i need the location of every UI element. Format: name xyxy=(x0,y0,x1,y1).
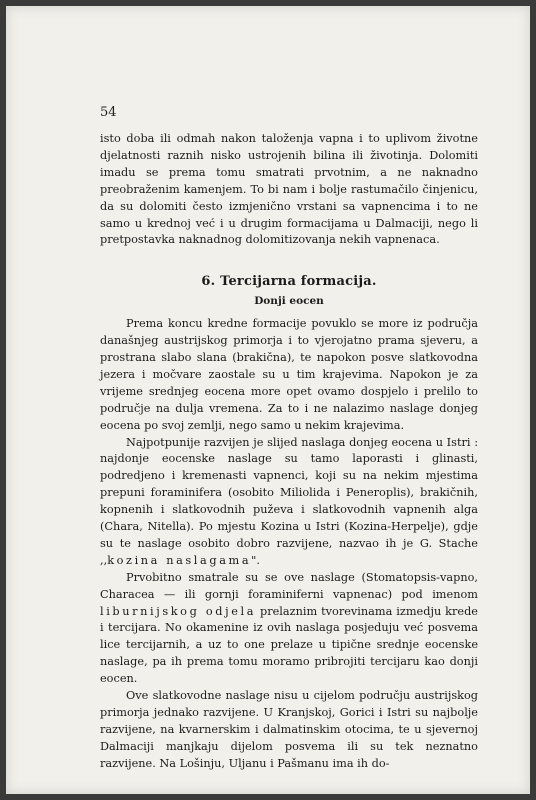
page-body xyxy=(100,131,478,773)
paragraph-liburnian-rest: prelaznim tvorevinama izmedju krede i tercijara. No okamenine iz ovih naslaga posjeduju već posvema lice tercijarnih, a uz to one prelaze u tipične srednje eocenske naslage, pa ih prema tomu moramo pribrojiti tercijaru kao donji eocen. xyxy=(100,604,478,686)
subsection-title: Donji eocen xyxy=(254,295,324,308)
paragraph-istria-text: Najpotpunije razvijen je slijed naslaga donjeg eocena u Istri : najdonje eocenske naslage su tamo laporasti i glinasti, podredjeno i kremenasti vapnenci, koji su na nekim mjestima prepuni foraminifera (osobito Miliolida i Peneroplis), brakičnih, kopnenih i slatkovodnih puževa i slatkovodnih vapnenih alga (Chara, Nitella). Po mjestu Kozina u Istri (Kozina-Herpelje), gdje su te naslage osobito dobro razvijene, nazvao ih je G. Stache ,, xyxy=(100,435,478,567)
kozina-term: kozina naslagama xyxy=(107,553,252,567)
paragraph-cretaceous-end: Prema koncu kredne formacije povuklo se more iz područja današnjeg austrijskog primorja i to vjerojatno prama sjeveru, a prostrana slabo slana (brakična), te napokon posve slatkovodna jezera i močvare zaostale su u tim krajevima. Napokon je za vrijeme srednjeg eocena more opet ovamo dospjelo i prelilo to područje na dulja vremena. Za to i ne nalazimo naslage donjeg eocena po svoj zemlji, nego samo u nekim krajevima. xyxy=(100,317,478,432)
paragraph-istria-end: ". xyxy=(251,553,260,567)
paragraph-istria-sequence xyxy=(100,435,478,570)
section-title: 6. Tercijarna formacija. xyxy=(201,274,377,290)
book-page xyxy=(6,6,530,794)
liburnian-term: liburnijskog odjela xyxy=(100,604,257,618)
paragraph-freshwater-layers: Ove slatkovodne naslage nisu u cijelom području austrijskog primorja jednako razvijene. U Kranjskoj, Gorici i Istri su najbolje razvijene, na kvarnerskim i dalmatinskim otocima, te u sjevernoj Dalmaciji manjkaju dijelom posvema ili su tek neznatno razvijene. Na Lošinju, Uljanu i Pašmanu ima ih do- xyxy=(100,689,478,770)
paragraph-liburnian-start: Prvobitno smatrale su se ove naslage (Stomatopsis-vapno, Characea — ili gornji foraminiferni vapnenac) pod imenom xyxy=(100,570,478,601)
paragraph-liburnian xyxy=(100,570,478,688)
page-number: 54 xyxy=(100,105,117,120)
paragraph-dolomites: isto doba ili odmah nakon taloženja vapna i to uplivom životne djelatnosti raznih nisko ustrojenih bilina ili životinja. Dolomiti imadu se prema tomu smatrati prvotnim, a ne naknadno preobraženim kamenjem. To bi nam i bolje rastumačilo činjenicu, da su dolomiti često izmjenično vrstani sa vapnencima i to ne samo u krednoj već i u drugim formacijama u Dalmaciji, nego li pretpostavka naknadnog dolomitizovanja nekih vapnenaca. xyxy=(100,132,478,247)
